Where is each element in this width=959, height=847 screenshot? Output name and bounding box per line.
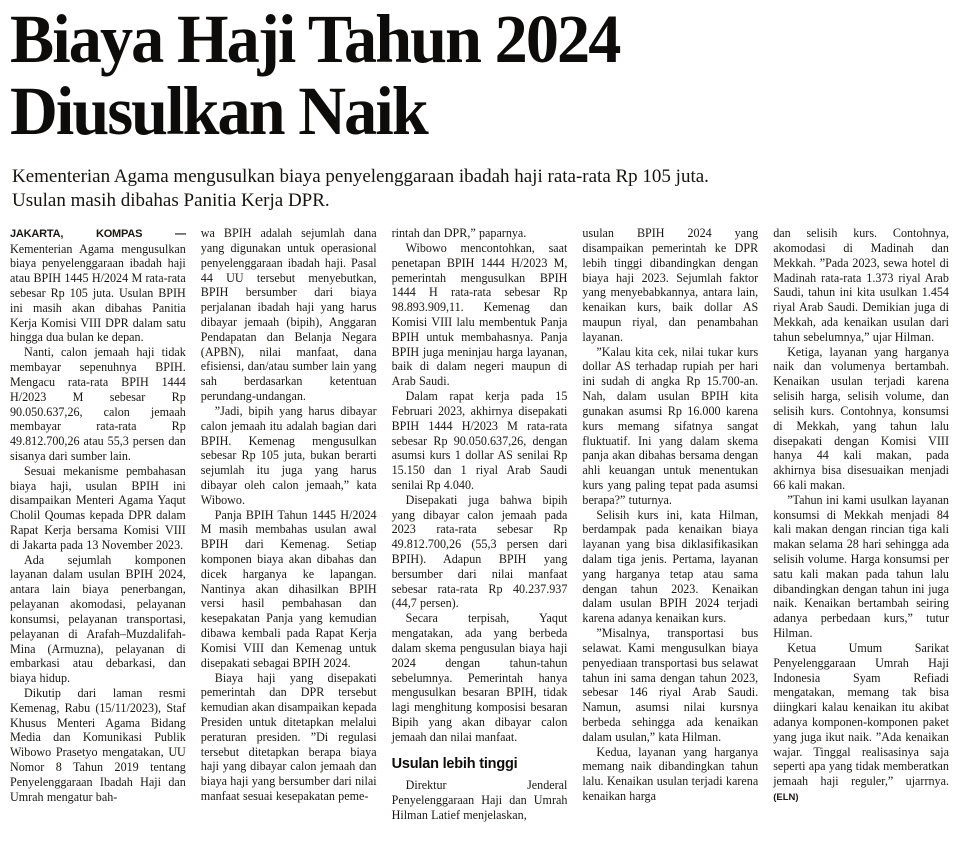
paragraph: Sesuai mekanisme pembahasan biaya haji, usulan BPIH ini disampaikan Menteri Agama Yaqut Cholil Qoumas kepada DPR dalam Rapat Kerja bersama Komisi VIII di Jakarta pada 13 November 2023. [10, 463, 186, 552]
paragraph: Nanti, calon jemaah haji tidak membayar sepenuhnya BPIH. Mengacu rata-rata BPIH 1444 H/2023 M sebesar Rp 90.050.637,26, calon jemaah membayar rata-rata Rp 49.812.700,26 atau 55,3 persen dan sisanya dari sumber lain. [10, 345, 186, 463]
paragraph: ”Misalnya, transportasi bus selawat. Kami mengusulkan biaya penyediaan transportasi bus selawat tahun ini sama dengan tahun 2023, sebesar 146 riyal Arab Saudi. Namun, asumsi nilai kursnya berbeda sehingga ada kenaikan dalam usulan,” kata Hilman. [582, 626, 759, 744]
paragraph: dan selisih kurs. Contohnya, akomodasi di Madinah dan Mekkah. ”Pada 2023, sewa hotel di Madinah rata-rata 1.373 riyal Arab Saudi, tahun ini kita usulkan 1.454 riyal Arab Saudi. Demikian juga di Mekkah, ada kenaikan usulan dari tahun sebelumnya,” ujar Hilman. [773, 226, 949, 344]
paragraph: Biaya haji yang disepakati pemerintah dan DPR tersebut kemudian akan disampaikan kepada Presiden untuk ditetapkan melalui peraturan presiden. ”Di regulasi tersebut ditetapkan berapa biaya haji yang dibayar calon jemaah dan biaya haji yang bersumber dari nilai manfaat sesuai kesepakatan peme- [200, 670, 377, 803]
headline-line-2: Diusulkan Naik [10, 72, 427, 149]
author-credit: (ELN) [773, 792, 799, 803]
paragraph: Kedua, layanan yang harganya memang naik dibandingkan tahun lalu. Kenaikan usulan terjadi karena kenaikan harga [582, 744, 759, 803]
dateline: JAKARTA, KOMPAS — [10, 228, 186, 241]
paragraph: Dikutip dari laman resmi Kemenag, Rabu (15/11/2023), Staf Khusus Menteri Agama Bidang Media dan Komunikasi Publik Wibowo Prasetyo mengatakan, UU Nomor 8 Tahun 2019 tentang Penyelenggaraan Ibadah Haji dan Umrah mengatur bah- [10, 685, 186, 804]
paragraph: ”Kalau kita cek, nilai tukar kurs dollar AS terhadap rupiah per hari ini sudah di angka Rp 15.700-an. Nah, dalam usulan BPIH kita gunakan asumsi Rp 16.000 karena kurs memang sifatnya sangat fluktuatif. Ini yang dalam skema panja akan dibahas bersama dengan ahli keuangan untuk menentukan kurs yang paling tepat pada asumsi berapa?” tuturnya. [582, 344, 759, 507]
article-headline [10, 1, 911, 149]
paragraph: Dalam rapat kerja pada 15 Februari 2023, akhirnya disepakati BPIH 1444 H/2023 M rata-rata sebesar Rp 90.050.637,26, dengan asumsi kurs 1 dollar AS senilai Rp 15.150 dan 1 riyal Arab Saudi senilai Rp 4.040. [391, 389, 568, 492]
article-body [10, 226, 949, 823]
article-column-2 [201, 226, 377, 823]
section-subhead: Usulan lebih tinggi [391, 755, 518, 772]
paragraph: rintah dan DPR,” paparnya. [391, 226, 527, 241]
article-column-3 [392, 226, 568, 823]
paragraph: Disepakati juga bahwa bipih yang dibayar calon jemaah pada 2023 rata-rata sebesar Rp 49.812.700,26 (55,3 persen dari BPIH). Adapun BPIH yang bersumber dari nilai manfaat sebesar rata-rata Rp 40.237.937 (44,7 persen). [391, 492, 568, 611]
paragraph: Selisih kurs ini, kata Hilman, berdampak pada kenaikan biaya layanan yang bisa diklasifikasikan dalam tiga jenis. Pertama, layanan yang harganya tetap atau sama dengan tahun 2023. Kenaikan dalam usulan BPIH 2024 terjadi karena adanya kenaikan kurs. [582, 507, 759, 626]
article-column-1 [10, 226, 186, 823]
article-column-5 [773, 226, 949, 823]
lead-paragraph: JAKARTA, KOMPAS — Kementerian Agama mengusulkan biaya penyelenggaraan ibadah haji atau BPIH 1445 H/2024 M rata-rata sebesar Rp 105 juta. Usulan BPIH ini masih akan dibahas Panitia Kerja Komisi VIII DPR dalam satu hingga dua bulan ke depan. [10, 228, 186, 345]
paragraph: Ketua Umum Sarikat Penyelenggaraan Umrah Haji Indonesia Syam Refiadi mengatakan, memang tak bisa diingkari kalau kenaikan itu akibat adanya komponen-komponen paket yang juga ikut naik. ”Ada kenaikan wajar. Tinggal realisasinya saja seperti apa yang tidak memberatkan jemaah haji reguler,” ujarrnya. (ELN) [773, 640, 949, 803]
paragraph: Wibowo mencontohkan, saat penetapan BPIH 1444 H/2023 M, pemerintah mengusulkan BPIH 1444 H rata-rata sebesar Rp 98.893.909,11. Kemenag dan Komisi VIII lalu membentuk Panja BPIH untuk membahasnya. Panja BPIH juga meninjau harga layanan, baik di dalam negeri maupun di Arab Saudi. [391, 240, 568, 389]
paragraph: ”Jadi, bipih yang harus dibayar calon jemaah itu adalah bagian dari BPIH. Kemenag mengusulkan sebesar Rp 105 juta, bukan berarti sejumlah itu juga yang harus dibayar oleh calon jemaah,” kata Wibowo. [200, 403, 377, 507]
paragraph: Ketiga, layanan yang harganya naik dan volumenya bertambah. Kenaikan usulan terjadi karena selisih harga, selisih volume, dan selisih kurs. Contohnya, konsumsi di Mekkah, yang tahun lalu disepakati dengan Komisi VIII hanya 44 kali makan, pada akhirnya bisa disesuaikan menjadi 66 kali makan. [773, 344, 949, 492]
headline-line-1: Biaya Haji Tahun 2024 [10, 1, 620, 77]
paragraph: Secara terpisah, Yaqut mengatakan, ada yang berbeda dalam skema pengusulan biaya haji 2024 dengan tahun-tahun sebelumnya. Pemerintah hanya mengusulkan besaran BPIH, tidak lagi menghitung komposisi besaran Bipih yang akan dibayar calon jemaah dan nilai manfaat. [391, 611, 568, 744]
paragraph: Ada sejumlah komponen layanan dalam usulan BPIH 2024, antara lain biaya penerbangan, pelayanan akomodasi, pelayanan konsumsi, pelayanan transportasi, pelayanan di Arafah–Muzdalifah-Mina (Armuzna), pelayanan di embarkasi atau debarkasi, dan biaya hidup. [10, 552, 186, 686]
paragraph: ”Tahun ini kami usulkan layanan konsumsi di Mekkah menjadi 84 kali makan dengan rincian tiga kali makan selama 28 hari sehingga ada selisih volume. Harga konsumsi per satu kali makan pada tahun lalu dibandingkan dengan tahun ini juga naik. Kenaikan bertambah seiring adanya perbedaan kurs,” tutur Hilman. [773, 492, 949, 641]
article-column-4 [582, 226, 758, 823]
standfirst: Kementerian Agama mengusulkan biaya penyelenggaraan ibadah haji rata-rata Rp 105 juta. Usulan masih dibahas Panitia Kerja DPR. [12, 165, 709, 211]
paragraph: wa BPIH adalah sejumlah dana yang digunakan untuk operasional penyelenggaraan ibadah haji. Pasal 44 UU tersebut menyebutkan, BPIH bersumber dari biaya perjalanan ibadah haji yang harus dibayar jemaah (bipih), Anggaran Pendapatan dan Belanja Negara (APBN), nilai manfaat, dana efisiensi, dan/atau sumber lain yang sah berdasarkan ketentuan perundang-undangan. [200, 226, 377, 404]
paragraph: Panja BPIH Tahun 1445 H/2024 M masih membahas usulan awal BPIH dari Kemenag. Setiap komponen biaya akan dibahas dan dicek harganya ke lapangan. Nantinya akan dihasilkan BPIH versi hasil pembahasan dan kesepakatan Panja yang kemudian dibawa kembali pada Rapat Kerja Komisi VIII dan Kemenag untuk disepakati sebagai BPIH 2024. [200, 507, 377, 670]
paragraph: Direktur Jenderal Penyelenggaraan Haji dan Umrah Hilman Latief menjelaskan, [391, 778, 568, 822]
paragraph: usulan BPIH 2024 yang disampaikan pemerintah ke DPR lebih tinggi dibandingkan dengan biaya haji 2023. Sejumlah faktor yang menyebabkannya, antara lain, kenaikan kurs, baik dollar AS maupun riyal, dan penambahan layanan. [582, 226, 759, 344]
